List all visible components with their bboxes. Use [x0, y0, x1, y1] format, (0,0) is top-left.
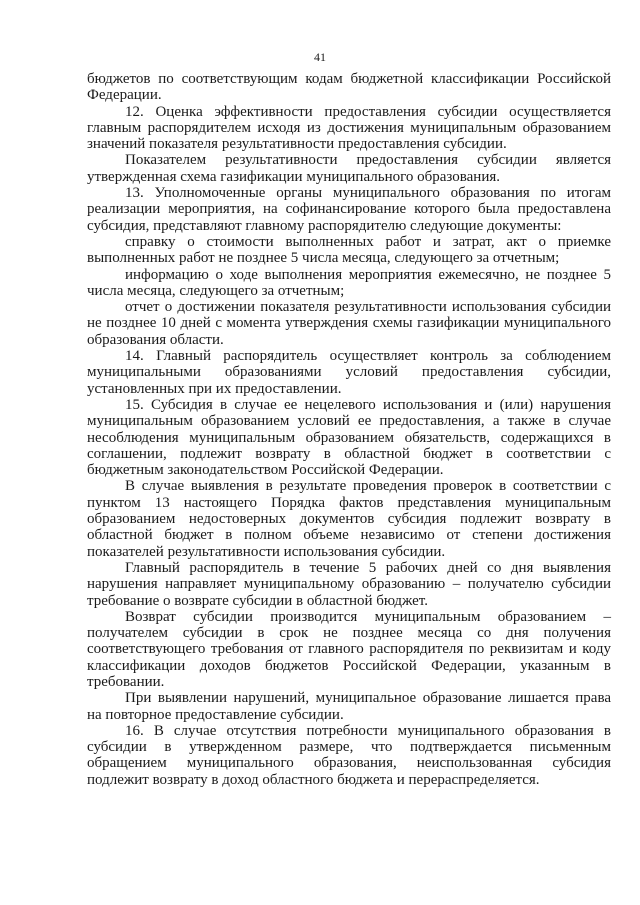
paragraph-15-refund: Возврат субсидии производится муниципальным образованием – получателем субсидии в срок не позднее месяца со дня получения соответствующего требования от главного распорядителя по реквизитам и коду классификации доходов бюджетов Российской Федерации, указанным в требовании.	[87, 608, 611, 690]
paragraph-13: 13. Уполномоченные органы муниципального образования по итогам реализации мероприятия, на софинансирование которого была предоставлена субсидия, представляют главному распорядителю следующие документы:	[87, 185, 611, 234]
paragraph-15: 15. Субсидия в случае ее нецелевого использования и (или) нарушения муниципальным образованием условий ее предоставления, а также в случае несоблюдения муниципальным образованием обязательств, содержащихся в соглашении, подлежит возврату в областной бюджет в соответствии с бюджетным законодательством Российской Федерации.	[87, 396, 611, 479]
paragraph-indicator: Показателем результативности предоставления субсидии является утвержденная схема газификации муниципального образования.	[87, 152, 611, 185]
page-number: 41	[314, 50, 326, 64]
paragraph-15-violations: В случае выявления в результате проведения проверок в соответствии с пунктом 13 настоящего Порядка фактов представления муниципальным образованием недостоверных документов субсидия подлежит возврату в областной бюджет в полном объеме независимо от степени достижения показателей результативности использования субсидии.	[87, 478, 611, 560]
paragraph-continuation: бюджетов по соответствующим кодам бюджетной классификации Российской Федерации.	[87, 71, 611, 104]
paragraph-15-notice: Главный распорядитель в течение 5 рабочих дней со дня выявления нарушения направляет муниципальному образованию – получателю субсидии требование о возврате субсидии в областной бюджет.	[87, 559, 611, 609]
paragraph-15-deprivation: При выявлении нарушений, муниципальное образование лишается права на повторное предоставление субсидии.	[87, 690, 611, 723]
paragraph-13-item-3: отчет о достижении показателя результативности использования субсидии не позднее 10 дней с момента утверждения схемы газификации муниципального образования области.	[87, 299, 611, 348]
paragraph-13-item-1: справку о стоимости выполненных работ и затрат, акт о приемке выполненных работ не позднее 5 числа месяца, следующего за отчетным;	[87, 233, 611, 267]
paragraph-13-item-2: информацию о ходе выполнения мероприятия ежемесячно, не позднее 5 числа месяца, следующего за отчетным;	[87, 266, 611, 299]
paragraph-12: 12. Оценка эффективности предоставления субсидии осуществляется главным распорядителем исходя из достижения муниципальным образованием значений показателя результативности предоставления субсидии.	[87, 103, 611, 153]
paragraph-16: 16. В случае отсутствия потребности муниципального образования в субсидии в утвержденном размере, что подтверждается письменным обращением муниципального образования, неиспользованная субсидия подлежит возврату в доход областного бюджета и перераспределяется.	[87, 722, 611, 788]
document-body	[87, 71, 611, 788]
paragraph-14: 14. Главный распорядитель осуществляет контроль за соблюдением муниципальными образованиями условий предоставления субсидии, установленных при их предоставлении.	[87, 348, 611, 397]
